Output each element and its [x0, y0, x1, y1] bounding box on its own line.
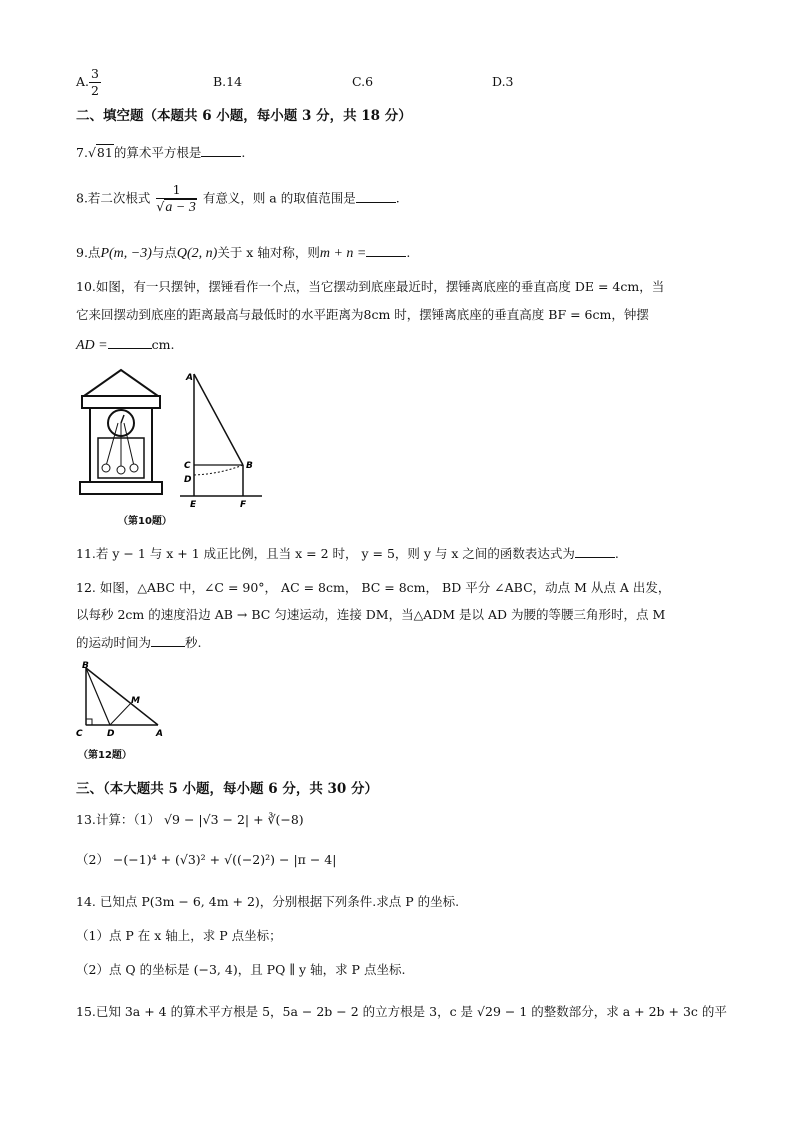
q9-point-p: P(m, −3)	[100, 246, 152, 261]
q11-answer-blank[interactable]	[575, 545, 615, 558]
q10-ad-expression: AD =	[76, 338, 108, 353]
question-11	[76, 545, 619, 562]
q10-line-1: 10.如图，有一只摆钟，摆锤看作一个点，当它摆动到底座最近时，摆锤离底座的垂直高度 DE = 4cm，当	[76, 279, 665, 294]
option-a-fraction	[89, 66, 101, 99]
q14-line-2: （1）点 P 在 x 轴上，求 P 点坐标；	[76, 928, 282, 943]
q8-prefix: 8.若二次根式	[76, 190, 151, 206]
q11-end: .	[614, 546, 619, 561]
q8-fraction	[156, 182, 196, 216]
q10-unit: cm.	[151, 337, 175, 352]
q12-line-1: 12. 如图，△ABC 中，∠C = 90°， AC = 8cm， BC = 8cm， BD 平分 ∠ABC，动点 M 从点 A 出发，	[76, 580, 671, 595]
clock-figure	[76, 368, 166, 498]
option-a-prefix: A.	[76, 74, 90, 89]
option-d: D.3	[492, 74, 514, 89]
label-a: A	[156, 729, 163, 739]
q9-text-c: 关于 x 轴对称，则	[217, 245, 320, 260]
q10-line-2: 它来回摆动到底座的距离最高与最低时的水平距离为8cm 时，摆锤离底座的垂直高度 BF = 6cm，钟摆	[76, 307, 649, 322]
q7-end: .	[241, 145, 246, 160]
question-8	[76, 182, 400, 216]
option-a	[76, 66, 101, 99]
option-c: C.6	[352, 74, 374, 89]
q9-point-q: Q(2, n)	[176, 246, 218, 261]
q9-answer-blank[interactable]	[366, 244, 406, 257]
pendulum-diagram	[180, 370, 280, 510]
label-b: B	[82, 661, 89, 671]
q10-line-3	[76, 336, 174, 354]
label-b: B	[246, 461, 253, 471]
q7-text: 的算术平方根是	[113, 145, 202, 160]
option-b: B.14	[213, 74, 243, 89]
q13-line-1: 13.计算：（1） √9 − |√3 − 2| + ∛(−8)	[76, 812, 304, 827]
q12-caption: （第12题）	[78, 750, 132, 761]
label-c: C	[76, 729, 83, 739]
q12-line-2: 以每秒 2cm 的速度沿边 AB → BC 匀速运动，连接 DM，当△ADM 是以 AD 为腰的等腰三角形时，点 M	[76, 607, 666, 622]
option-a-denominator: 2	[91, 83, 99, 98]
label-c: C	[184, 461, 191, 471]
section-heading-calculation: 三、（本大题共 5 小题，每小题 6 分，共 30 分）	[76, 781, 379, 797]
label-a: A	[186, 373, 193, 383]
q8-denominator: √a − 3	[156, 199, 196, 215]
q9-text-a: 9.点	[76, 245, 101, 260]
q9-expression: m + n =	[319, 246, 367, 261]
q15-line-1: 15.已知 3a + 4 的算术平方根是 5，5a − 2b − 2 的立方根是 3，c 是 √29 − 1 的整数部分，求 a + 2b + 3c 的平	[76, 1004, 727, 1019]
label-m: M	[131, 696, 140, 706]
q8-numerator: 1	[156, 182, 196, 199]
label-d: D	[107, 729, 115, 739]
label-f: F	[240, 500, 247, 510]
question-9	[76, 244, 410, 262]
triangle-diagram	[76, 660, 186, 740]
label-e: E	[190, 500, 197, 510]
option-a-numerator: 3	[91, 66, 99, 81]
q10-answer-blank[interactable]	[108, 336, 152, 349]
section-heading-fill-in: 二、填空题（本题共 6 小题，每小题 3 分，共 18 分）	[76, 108, 412, 124]
q9-text-b: 与点	[151, 245, 177, 260]
q12-answer-blank[interactable]	[151, 634, 185, 647]
q12-unit: 秒.	[185, 635, 202, 650]
q12-text: 的运动时间为	[76, 635, 152, 650]
q8-text: 有意义，则 a 的取值范围是	[202, 190, 356, 206]
q14-line-3: （2）点 Q 的坐标是 (−3, 4)，且 PQ ∥ y 轴，求 P 点坐标.	[76, 962, 406, 977]
q12-line-3	[76, 634, 202, 651]
q7-answer-blank[interactable]	[201, 144, 241, 157]
q9-end: .	[406, 245, 411, 260]
q11-text: 11.若 y − 1 与 x + 1 成正比例，且当 x = 2 时， y = 5，则 y 与 x 之间的函数表达式为	[76, 546, 575, 561]
q7-radical: 81	[96, 145, 113, 160]
q8-answer-blank[interactable]	[356, 190, 396, 203]
question-7: 7.√81的算术平方根是 .	[76, 145, 246, 160]
q8-radical: a − 3	[165, 200, 196, 215]
q14-line-1: 14. 已知点 P(3m − 6, 4m + 2)，分别根据下列条件.求点 P 的坐标.	[76, 894, 460, 909]
q8-end: .	[395, 190, 400, 206]
q7-prefix: 7.	[76, 145, 88, 160]
q10-caption: （第10题）	[118, 516, 172, 527]
q13-line-2: （2） −(−1)⁴ + (√3)² + √((−2)²) − |π − 4|	[76, 852, 337, 867]
label-d: D	[184, 475, 192, 485]
